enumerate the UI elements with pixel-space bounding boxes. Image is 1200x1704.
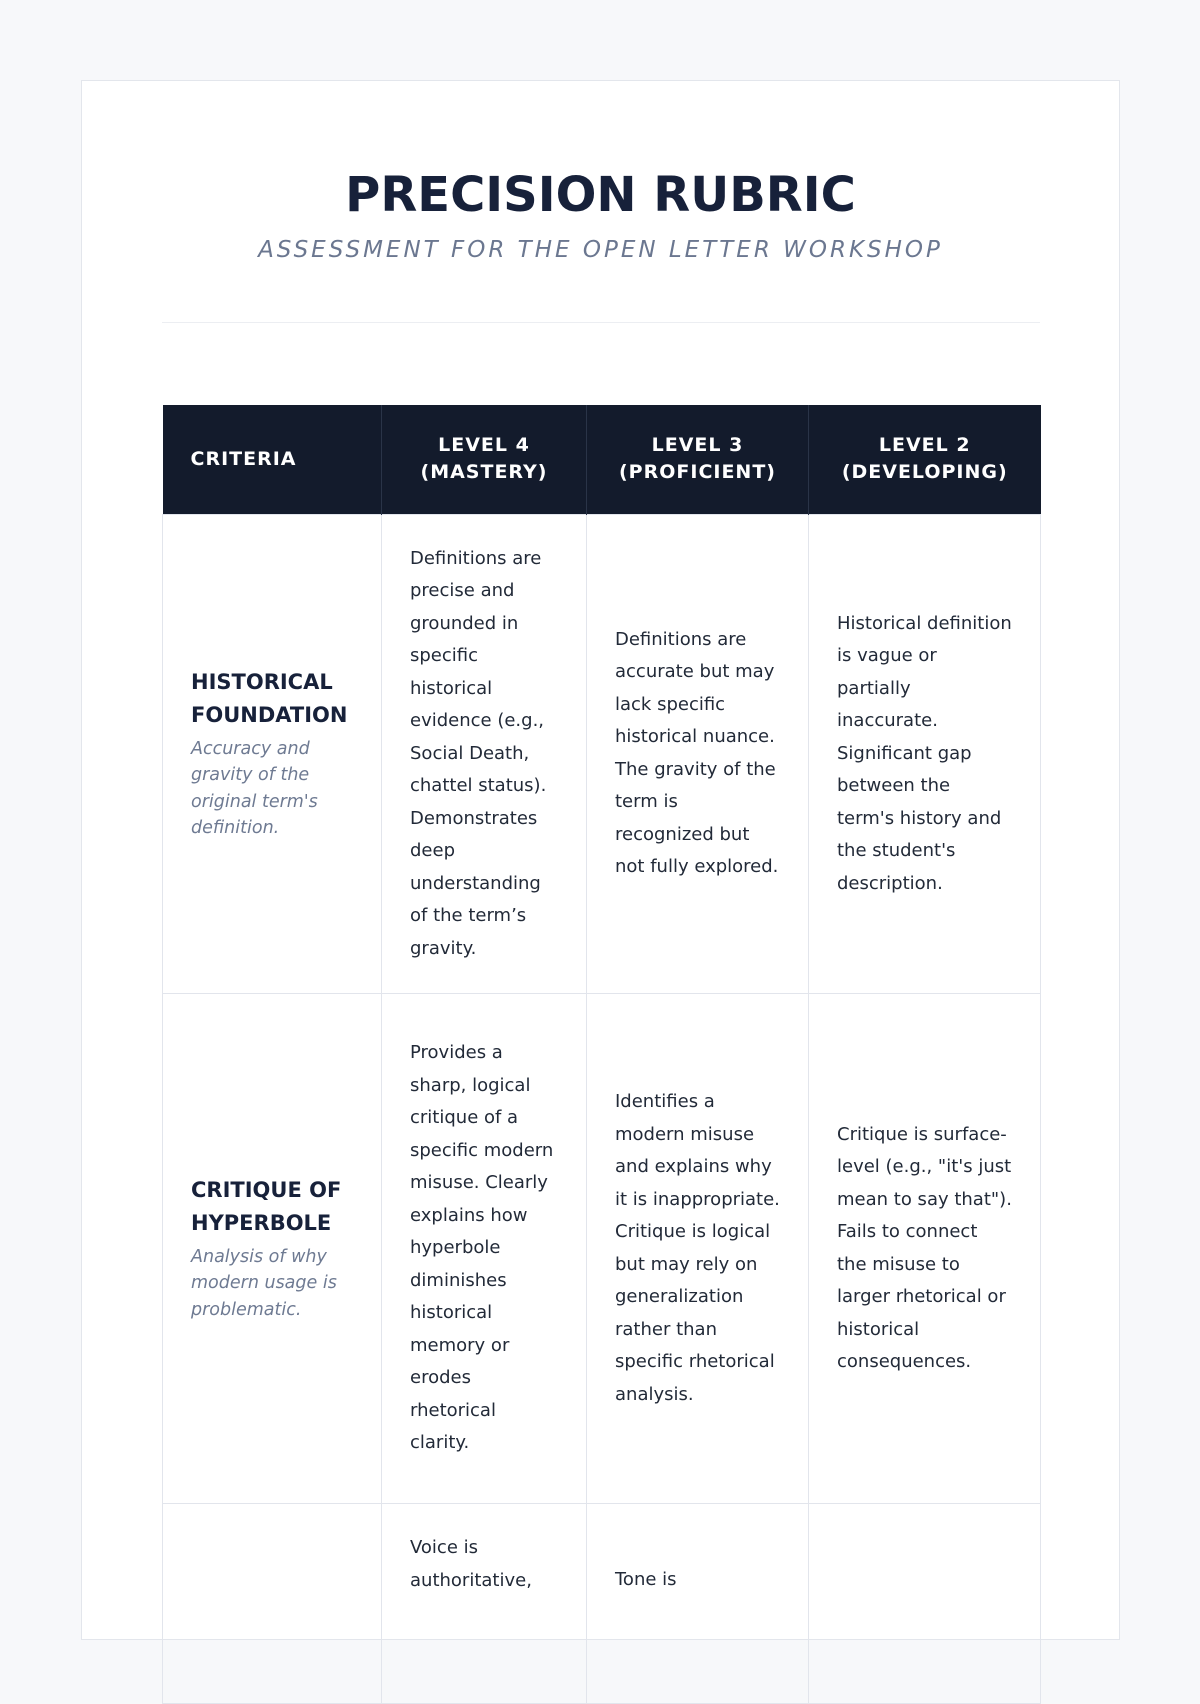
header-level-3: LEVEL 3 (PROFICIENT) [587,405,809,514]
header-level-2: LEVEL 2 (DEVELOPING) [809,405,1041,514]
criterion-name: HISTORICAL FOUNDATION [191,669,348,727]
level-4-cell: Voice is authoritative, [382,1504,587,1704]
rubric-document [81,80,1120,1640]
table-row [163,1504,1041,1704]
level-2-cell [809,1504,1041,1704]
header-criteria: CRITERIA [163,405,382,514]
level-2-cell: Critique is surface-level (e.g., "it's just mean to say that"). Fails to connect the misuse to larger rhetorical or historical consequences. [809,994,1041,1504]
document-subtitle: ASSESSMENT FOR THE OPEN LETTER WORKSHOP [258,237,943,263]
table-row [163,514,1041,994]
header-level-4: LEVEL 4 (MASTERY) [382,405,587,514]
criterion-cell [163,514,382,994]
criterion-description: Accuracy and gravity of the original term's definition. [191,738,318,839]
level-4-cell: Definitions are precise and grounded in specific historical evidence (e.g., Social Death, chattel status). Demonstrates deep understanding of the term’s gravity. [382,514,587,994]
table-header-row [163,405,1041,514]
level-2-cell: Historical definition is vague or partially inaccurate. Significant gap between the term's history and the student's description. [809,514,1041,994]
header-divider [162,322,1040,323]
level-4-cell: Provides a sharp, logical critique of a specific modern misuse. Clearly explains how hyperbole diminishes historical memory or erodes rhetorical clarity. [382,994,587,1504]
criterion-description: Analysis of why modern usage is problematic. [191,1246,337,1320]
level-3-cell: Identifies a modern misuse and explains why it is inappropriate. Critique is logical but may rely on generalization rather than specific rhetorical analysis. [587,994,809,1504]
criterion-cell [163,994,382,1504]
table-row [163,994,1041,1504]
rubric-table [162,405,1041,1704]
level-3-cell: Definitions are accurate but may lack specific historical nuance. The gravity of the term is recognized but not fully explored. [587,514,809,994]
criterion-name: CRITIQUE OF HYPERBOLE [191,1177,342,1235]
criterion-cell [163,1504,382,1704]
document-title: PRECISION RUBRIC [345,167,856,223]
level-3-cell: Tone is [587,1504,809,1704]
